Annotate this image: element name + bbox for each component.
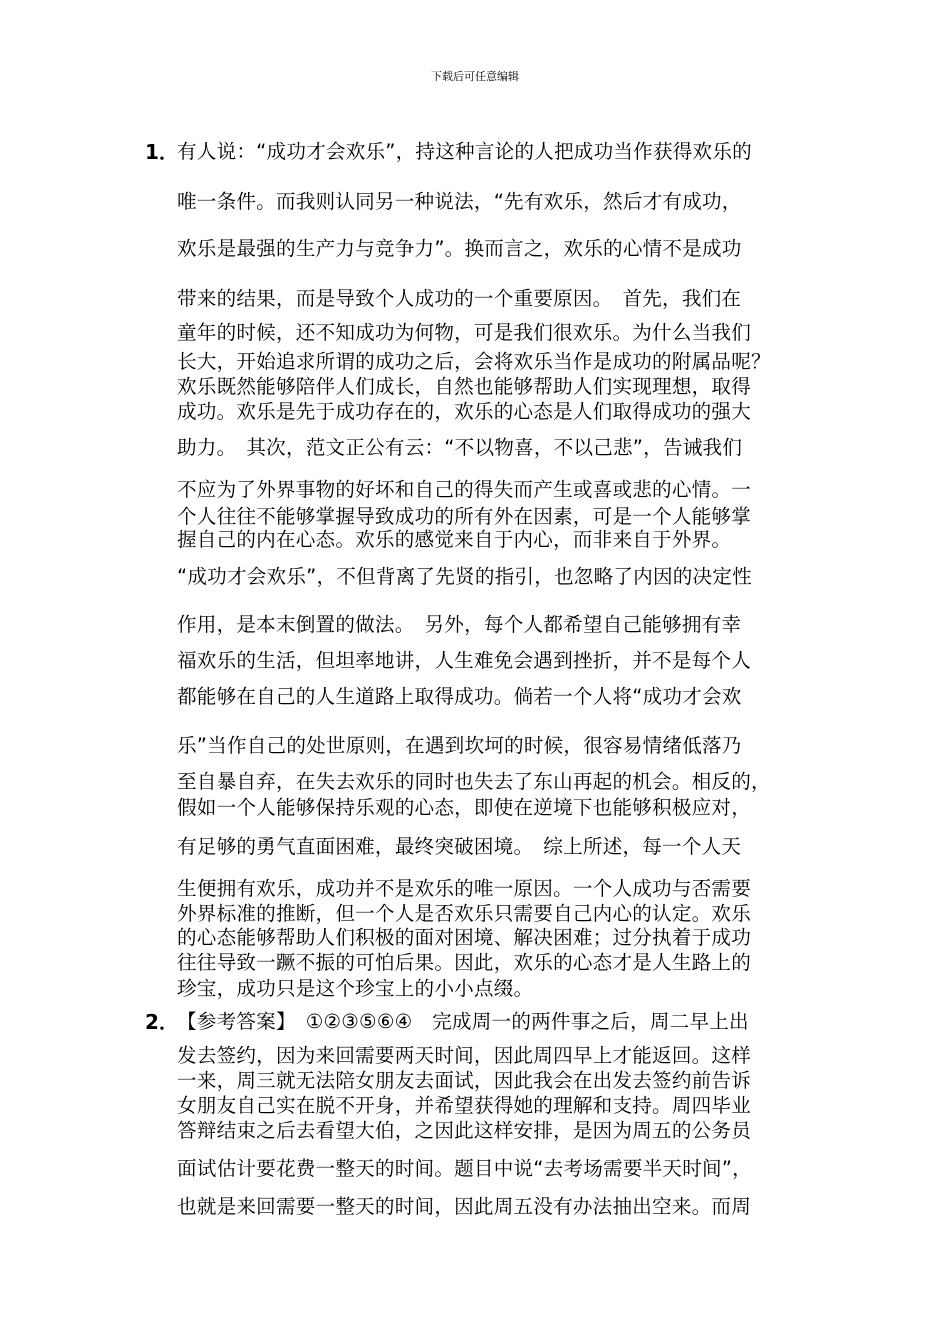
- text-line: 假如一个人能够保持乐观的心态，即使在逆境下也能够积极应对，: [177, 796, 752, 819]
- question-number: 1．: [145, 140, 179, 164]
- text-line: “成功才会欢乐”，不但背离了先贤的指引，也忽略了内因的决定性: [177, 565, 752, 588]
- text-line: 的心态能够帮助人们积极的面对困境、解决困难；过分执着于成功: [177, 926, 752, 949]
- text-line: 作用，是本末倒置的做法。 另外，每个人都希望自己能够拥有幸: [177, 613, 742, 636]
- text-line: 有足够的勇气直面困难，最终突破困境。 综上所述，每一个人天: [177, 835, 742, 858]
- page-header: 下载后可任意编辑: [431, 70, 519, 83]
- text-line: 也就是来回需要一整天的时间，因此周五没有办法抽出空来。而周: [177, 1195, 752, 1218]
- text-line: 有人说：“成功才会欢乐”，持这种言论的人把成功当作获得欢乐的: [177, 140, 752, 163]
- text-line: 外界标准的推断，但一个人是否欢乐只需要自己内心的认定。欢乐: [177, 902, 752, 925]
- text-line: 个人往往不能够掌握导致成功的所有外在因素，可是一个人能够掌: [177, 505, 752, 528]
- text-line: 发去签约，因为来回需要两天时间，因此周四早上才能返回。这样: [177, 1044, 752, 1067]
- text-line: 生便拥有欢乐，成功并不是欢乐的唯一原因。一个人成功与否需要: [177, 877, 752, 900]
- text-line: 乐”当作自己的处世原则，在遇到坎坷的时候，很容易情绪低落乃: [177, 734, 742, 757]
- text-line: 握自己的内在心态。欢乐的感觉来自于内心，而非来自于外界。: [177, 528, 732, 551]
- text-line: 往往导致一蹶不振的可怕后果。因此，欢乐的心态才是人生路上的: [177, 951, 752, 974]
- text-line: 带来的结果，而是导致个人成功的一个重要原因。 首先，我们在: [177, 287, 742, 310]
- text-line: 【参考答案】 ①②③⑤⑥④ 完成周一的两件事之后，周二早上出: [177, 1010, 749, 1033]
- text-line: 一来，周三就无法陪女朋友去面试，因此我会在出发去签约前告诉: [177, 1069, 752, 1092]
- text-line: 助力。 其次，范文正公有云：“不以物喜，不以己悲”，告诫我们: [177, 436, 743, 459]
- text-line: 珍宝，成功只是这个珍宝上的小小点缀。: [177, 977, 534, 1000]
- question-number: 2．: [145, 1010, 179, 1034]
- text-line: 至自暴自弃，在失去欢乐的同时也失去了东山再起的机会。相反的，: [177, 770, 771, 793]
- text-line: 都能够在自己的人生道路上取得成功。倘若一个人将“成功才会欢: [177, 685, 742, 708]
- text-line: 成功。欢乐是先于成功存在的，欢乐的心态是人们取得成功的强大: [177, 400, 752, 423]
- text-line: 答辩结束之后去看望大伯，之因此这样安排，是因为周五的公务员: [177, 1119, 752, 1142]
- text-line: 女朋友自己实在脱不开身，并希望获得她的理解和支持。周四毕业: [177, 1094, 752, 1117]
- text-line: 长大，开始追求所谓的成功之后，会将欢乐当作是成功的附属品呢？: [177, 350, 771, 373]
- text-line: 面试估计要花费一整天的时间。题目中说“去考场需要半天时间”，: [177, 1157, 752, 1180]
- text-line: 童年的时候，还不知成功为何物，可是我们很欢乐。为什么当我们: [177, 321, 752, 344]
- text-line: 福欢乐的生活，但坦率地讲，人生难免会遇到挫折，并不是每个人: [177, 649, 752, 672]
- text-line: 欢乐既然能够陪伴人们成长，自然也能够帮助人们实现理想，取得: [177, 375, 752, 398]
- text-line: 欢乐是最强的生产力与竞争力”。换而言之，欢乐的心情不是成功: [177, 237, 742, 260]
- text-line: 不应为了外界事物的好坏和自己的得失而产生或喜或悲的心情。一: [177, 478, 752, 501]
- text-line: 唯一条件。而我则认同另一种说法，“先有欢乐，然后才有成功，: [177, 190, 742, 213]
